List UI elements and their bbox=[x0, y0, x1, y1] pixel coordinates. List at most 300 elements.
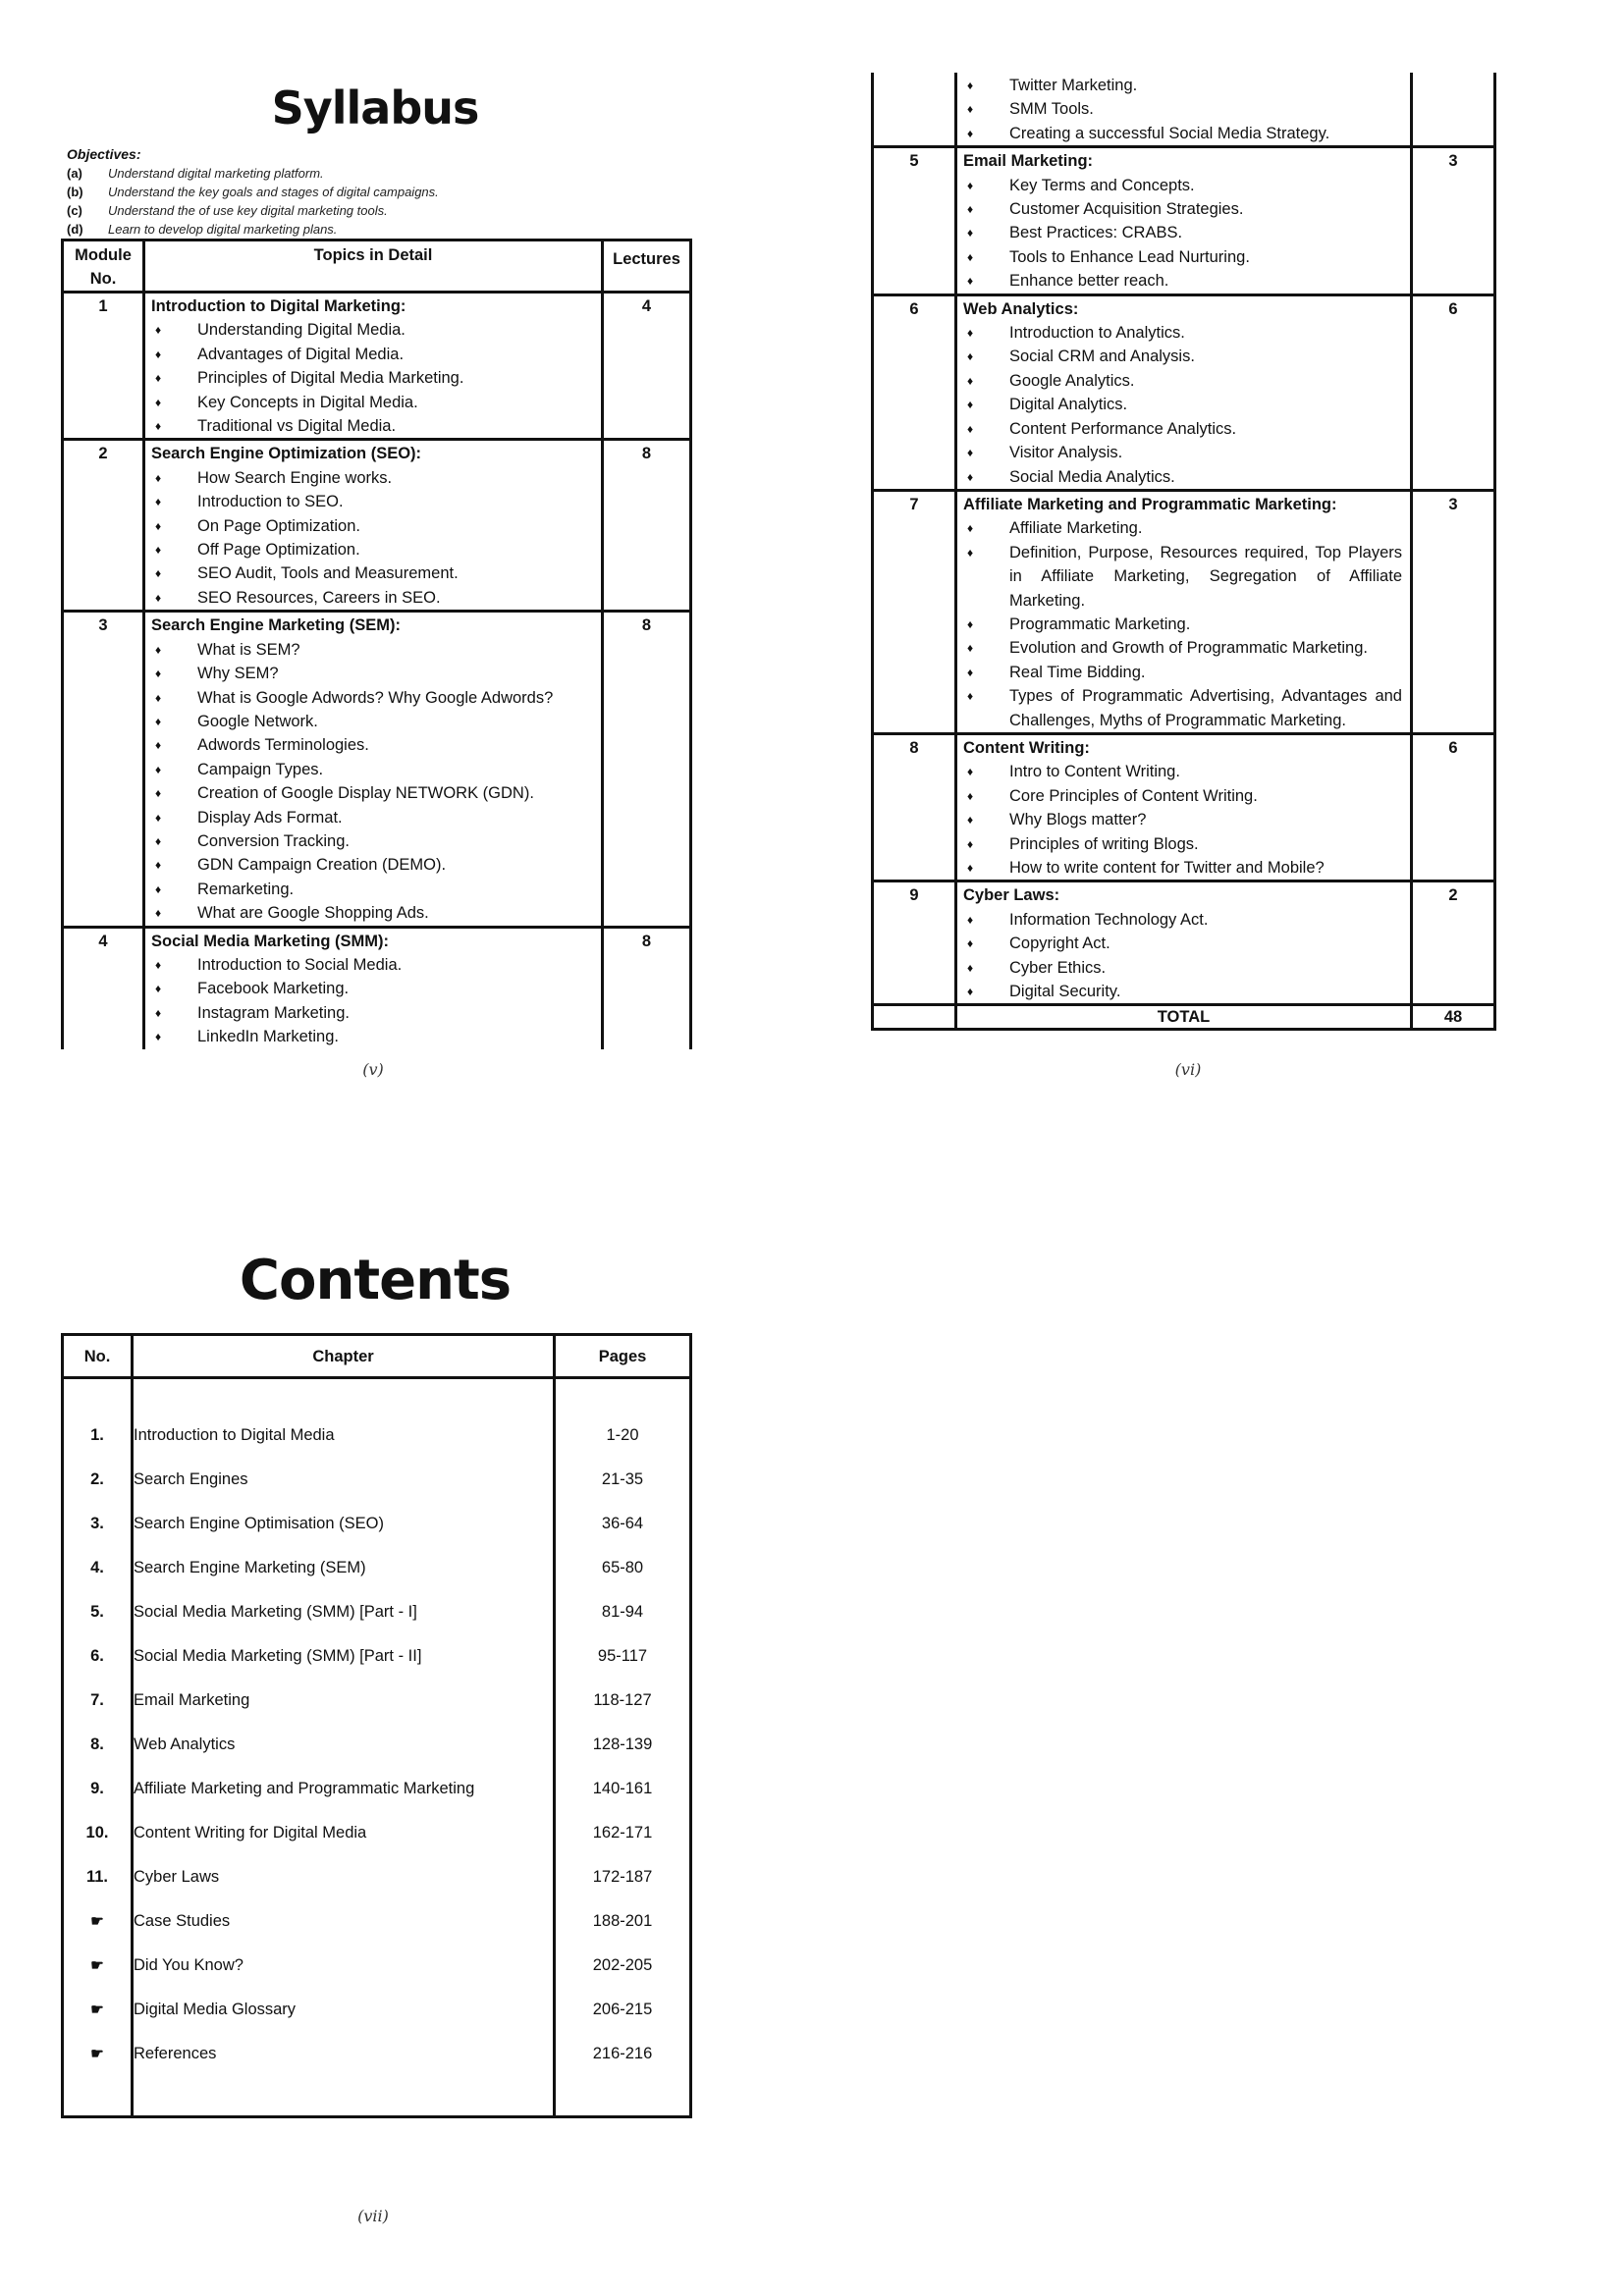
diamond-bullet-icon: ♦ bbox=[967, 469, 974, 484]
chapter-pages: 162-171 bbox=[555, 1811, 691, 1855]
diamond-bullet-icon: ♦ bbox=[967, 616, 974, 631]
contents-row[interactable] bbox=[63, 1414, 691, 1458]
topic-item bbox=[151, 662, 593, 685]
topic-item bbox=[963, 321, 1402, 345]
module-topics-cell bbox=[144, 927, 603, 1049]
topic-item bbox=[963, 174, 1402, 197]
contents-row[interactable] bbox=[63, 1988, 691, 2032]
contents-row[interactable] bbox=[63, 1944, 691, 1988]
diamond-bullet-icon: ♦ bbox=[155, 833, 162, 848]
chapter-pages: 65-80 bbox=[555, 1546, 691, 1590]
diamond-bullet-icon: ♦ bbox=[967, 249, 974, 264]
chapter-number bbox=[63, 1944, 133, 1988]
topic-list bbox=[151, 638, 593, 926]
module-heading: Email Marketing: bbox=[963, 152, 1094, 171]
chapter-title[interactable]: Search Engine Marketing (SEM) bbox=[133, 1546, 555, 1590]
module-number: 8 bbox=[873, 733, 956, 881]
objective-label: (b) bbox=[67, 185, 83, 199]
diamond-bullet-icon: ♦ bbox=[967, 689, 974, 704]
topic-text: Digital Analytics. bbox=[1009, 396, 1128, 414]
topic-text: Google Analytics. bbox=[1009, 371, 1135, 390]
topic-item bbox=[963, 345, 1402, 368]
topic-item bbox=[151, 414, 593, 438]
diamond-bullet-icon: ♦ bbox=[967, 326, 974, 341]
topic-text: Social Media Analytics. bbox=[1009, 467, 1175, 486]
diamond-bullet-icon: ♦ bbox=[155, 810, 162, 825]
topic-item bbox=[963, 980, 1402, 1003]
topic-item bbox=[963, 197, 1402, 221]
chapter-pages: 206-215 bbox=[555, 1988, 691, 2032]
chapter-pages: 202-205 bbox=[555, 1944, 691, 1988]
module-row bbox=[873, 147, 1495, 294]
module-topics-cell bbox=[144, 293, 603, 440]
topic-text: What is Google Adwords? Why Google Adwords? bbox=[197, 688, 554, 707]
objective-item bbox=[67, 220, 439, 239]
chapter-title[interactable]: Introduction to Digital Media bbox=[133, 1414, 555, 1458]
module-lectures-empty bbox=[1412, 73, 1495, 147]
contents-row[interactable] bbox=[63, 1855, 691, 1899]
module-row bbox=[63, 927, 691, 1049]
contents-row[interactable] bbox=[63, 1546, 691, 1590]
module-number: 1 bbox=[63, 293, 144, 440]
diamond-bullet-icon: ♦ bbox=[967, 79, 974, 92]
syllabus-title: Syllabus bbox=[271, 81, 479, 134]
objective-label: (a) bbox=[67, 166, 82, 181]
hand-pointing-icon: ☛ bbox=[90, 1956, 104, 1974]
topic-item bbox=[151, 514, 593, 538]
topics-header: Topics in Detail bbox=[144, 240, 603, 293]
topic-text: Intro to Content Writing. bbox=[1009, 763, 1180, 781]
spacer-cell bbox=[133, 2076, 555, 2117]
objectives-section bbox=[67, 145, 439, 239]
page-number-vi: (vi) bbox=[1174, 1060, 1202, 1079]
page-number-vii: (vii) bbox=[357, 2207, 389, 2225]
contents-row[interactable] bbox=[63, 2032, 691, 2076]
diamond-bullet-icon: ♦ bbox=[967, 765, 974, 779]
objective-label: (c) bbox=[67, 203, 82, 218]
chapter-pages: 1-20 bbox=[555, 1414, 691, 1458]
diamond-bullet-icon: ♦ bbox=[155, 667, 162, 681]
diamond-bullet-icon: ♦ bbox=[967, 912, 974, 927]
topic-text: Facebook Marketing. bbox=[197, 980, 350, 998]
objective-item bbox=[67, 183, 439, 201]
topic-item bbox=[151, 538, 593, 561]
module-heading: Web Analytics: bbox=[963, 299, 1079, 318]
chapter-title[interactable]: Cyber Laws bbox=[133, 1855, 555, 1899]
topic-list bbox=[151, 466, 593, 610]
module-lectures: 8 bbox=[603, 612, 691, 927]
diamond-bullet-icon: ♦ bbox=[967, 665, 974, 679]
topic-text: Social CRM and Analysis. bbox=[1009, 347, 1195, 366]
topic-text: Visitor Analysis. bbox=[1009, 444, 1123, 462]
diamond-bullet-icon: ♦ bbox=[155, 906, 162, 921]
spacer-cell bbox=[63, 1378, 133, 1414]
module-topics-cell bbox=[956, 881, 1412, 1005]
topic-text: Instagram Marketing. bbox=[197, 1003, 350, 1022]
module-number: 9 bbox=[873, 881, 956, 1005]
chapter-number: 11. bbox=[63, 1855, 133, 1899]
diamond-bullet-icon: ♦ bbox=[155, 858, 162, 873]
diamond-bullet-icon: ♦ bbox=[967, 641, 974, 656]
chapter-title[interactable]: Did You Know? bbox=[133, 1944, 555, 1988]
topic-text: Why Blogs matter? bbox=[1009, 811, 1147, 829]
topic-list bbox=[963, 74, 1402, 145]
topic-item bbox=[963, 441, 1402, 464]
syllabus-table-part-1 bbox=[61, 239, 692, 1049]
module-topics-cell bbox=[956, 294, 1412, 490]
spacer-cell bbox=[555, 1378, 691, 1414]
topic-item bbox=[963, 856, 1402, 880]
topic-item bbox=[963, 661, 1402, 684]
diamond-bullet-icon: ♦ bbox=[967, 126, 974, 140]
syllabus-header-row bbox=[63, 240, 691, 293]
syllabus-table-part-2 bbox=[871, 73, 1496, 1031]
chapter-title[interactable]: Search Engine Optimisation (SEO) bbox=[133, 1502, 555, 1546]
chapter-title[interactable]: Content Writing for Digital Media bbox=[133, 1811, 555, 1855]
diamond-bullet-icon: ♦ bbox=[155, 419, 162, 434]
chapter-pages: 172-187 bbox=[555, 1855, 691, 1899]
topic-item bbox=[151, 829, 593, 853]
topic-item bbox=[151, 586, 593, 610]
module-heading: Introduction to Digital Marketing: bbox=[151, 297, 406, 315]
module-lectures: 8 bbox=[603, 927, 691, 1049]
topic-list bbox=[963, 908, 1402, 1004]
topic-text: Copyright Act. bbox=[1009, 934, 1110, 953]
module-lectures: 6 bbox=[1412, 733, 1495, 881]
module-row bbox=[63, 293, 691, 440]
topic-text: How to write content for Twitter and Mobile? bbox=[1009, 859, 1325, 877]
topic-item bbox=[963, 74, 1402, 97]
topic-list bbox=[151, 318, 593, 438]
chapter-title[interactable]: Email Marketing bbox=[133, 1679, 555, 1723]
module-topics-cell bbox=[956, 490, 1412, 733]
diamond-bullet-icon: ♦ bbox=[155, 714, 162, 728]
topic-item bbox=[963, 393, 1402, 416]
topic-text: Affiliate Marketing. bbox=[1009, 519, 1143, 538]
topic-item bbox=[151, 1001, 593, 1025]
topic-text: Conversion Tracking. bbox=[197, 831, 350, 850]
topic-item bbox=[151, 781, 593, 805]
topic-text: Content Performance Analytics. bbox=[1009, 419, 1237, 438]
topic-item bbox=[151, 878, 593, 901]
hand-pointing-icon: ☛ bbox=[90, 1912, 104, 1930]
topic-text: Creation of Google Display NETWORK (GDN). bbox=[197, 784, 534, 803]
chapter-number: 4. bbox=[63, 1546, 133, 1590]
spacer-cell bbox=[133, 1378, 555, 1414]
contents-table bbox=[61, 1333, 692, 2118]
topic-text: Customer Acquisition Strategies. bbox=[1009, 200, 1244, 219]
no-header: No. bbox=[63, 1335, 133, 1378]
chapter-title[interactable]: Case Studies bbox=[133, 1899, 555, 1944]
topic-text: Why SEM? bbox=[197, 665, 279, 683]
topic-text: Understanding Digital Media. bbox=[197, 321, 406, 340]
topic-item bbox=[963, 245, 1402, 269]
topic-item bbox=[151, 953, 593, 977]
diamond-bullet-icon: ♦ bbox=[967, 349, 974, 364]
topic-item bbox=[963, 516, 1402, 540]
contents-row[interactable] bbox=[63, 1767, 691, 1811]
topic-text: Programmatic Marketing. bbox=[1009, 614, 1191, 633]
module-topics-cell bbox=[956, 733, 1412, 881]
topic-text: Adwords Terminologies. bbox=[197, 736, 369, 755]
diamond-bullet-icon: ♦ bbox=[155, 323, 162, 338]
diamond-bullet-icon: ♦ bbox=[155, 347, 162, 361]
topic-item bbox=[963, 636, 1402, 660]
chapter-pages: 140-161 bbox=[555, 1767, 691, 1811]
topic-text: LinkedIn Marketing. bbox=[197, 1028, 339, 1046]
diamond-bullet-icon: ♦ bbox=[967, 373, 974, 388]
total-lectures: 48 bbox=[1412, 1005, 1495, 1030]
diamond-bullet-icon: ♦ bbox=[967, 202, 974, 217]
chapter-pages: 95-117 bbox=[555, 1634, 691, 1679]
contents-row[interactable] bbox=[63, 1899, 691, 1944]
diamond-bullet-icon: ♦ bbox=[967, 446, 974, 460]
chapter-title[interactable]: Affiliate Marketing and Programmatic Marketing bbox=[133, 1767, 555, 1811]
chapter-title[interactable]: Social Media Marketing (SMM) [Part - I] bbox=[133, 1590, 555, 1634]
module-number: 6 bbox=[873, 294, 956, 490]
chapter-number: 2. bbox=[63, 1458, 133, 1502]
module-number: 4 bbox=[63, 927, 144, 1049]
topic-item bbox=[151, 806, 593, 829]
topic-item bbox=[963, 97, 1402, 121]
topic-text: Creating a successful Social Media Strategy. bbox=[1009, 124, 1330, 142]
spacer-cell bbox=[63, 2076, 133, 2117]
topic-text: Tools to Enhance Lead Nurturing. bbox=[1009, 247, 1250, 266]
spacer-cell bbox=[555, 2076, 691, 2117]
objective-text: Understand the of use key digital marketing tools. bbox=[108, 203, 388, 218]
diamond-bullet-icon: ♦ bbox=[967, 936, 974, 951]
topic-text: Display Ads Format. bbox=[197, 808, 343, 827]
module-row bbox=[63, 612, 691, 927]
diamond-bullet-icon: ♦ bbox=[155, 1030, 162, 1044]
module-row bbox=[873, 881, 1495, 1005]
diamond-bullet-icon: ♦ bbox=[967, 178, 974, 192]
topic-item bbox=[151, 391, 593, 414]
topic-item bbox=[963, 684, 1402, 732]
module-number: 7 bbox=[873, 490, 956, 733]
module-row bbox=[873, 294, 1495, 490]
diamond-bullet-icon: ♦ bbox=[155, 738, 162, 753]
topic-text: What are Google Shopping Ads. bbox=[197, 904, 429, 923]
module-heading: Affiliate Marketing and Programmatic Marketing: bbox=[963, 495, 1337, 513]
module-topics-cell bbox=[956, 73, 1412, 147]
diamond-bullet-icon: ♦ bbox=[967, 960, 974, 975]
diamond-bullet-icon: ♦ bbox=[967, 545, 974, 560]
topic-item bbox=[151, 686, 593, 710]
diamond-bullet-icon: ♦ bbox=[155, 690, 162, 705]
topic-text: Remarketing. bbox=[197, 880, 295, 898]
diamond-bullet-icon: ♦ bbox=[155, 982, 162, 996]
objective-item bbox=[67, 201, 439, 220]
chapter-title[interactable]: Web Analytics bbox=[133, 1723, 555, 1767]
topic-item bbox=[151, 853, 593, 877]
chapter-number: 8. bbox=[63, 1723, 133, 1767]
module-lectures: 2 bbox=[1412, 881, 1495, 1005]
module-row bbox=[873, 733, 1495, 881]
topic-list bbox=[963, 516, 1402, 732]
diamond-bullet-icon: ♦ bbox=[967, 788, 974, 803]
topic-text: Digital Security. bbox=[1009, 983, 1121, 1001]
topic-item bbox=[963, 832, 1402, 856]
module-number-empty bbox=[873, 73, 956, 147]
topic-item bbox=[151, 318, 593, 342]
chapter-pages: 36-64 bbox=[555, 1502, 691, 1546]
topic-item bbox=[963, 369, 1402, 393]
objective-label: (d) bbox=[67, 222, 83, 237]
objective-text: Learn to develop digital marketing plans. bbox=[108, 222, 338, 237]
topic-text: What is SEM? bbox=[197, 640, 300, 659]
topic-item bbox=[963, 908, 1402, 932]
diamond-bullet-icon: ♦ bbox=[155, 566, 162, 581]
module-lectures: 3 bbox=[1412, 147, 1495, 294]
diamond-bullet-icon: ♦ bbox=[155, 543, 162, 558]
diamond-bullet-icon: ♦ bbox=[967, 836, 974, 851]
module-heading: Content Writing: bbox=[963, 738, 1090, 757]
lectures-header: Lectures bbox=[603, 240, 691, 293]
module-heading: Social Media Marketing (SMM): bbox=[151, 932, 390, 950]
topic-text: Introduction to Social Media. bbox=[197, 955, 403, 974]
topic-list bbox=[963, 321, 1402, 489]
chapter-pages: 128-139 bbox=[555, 1723, 691, 1767]
diamond-bullet-icon: ♦ bbox=[967, 102, 974, 117]
diamond-bullet-icon: ♦ bbox=[155, 642, 162, 657]
topic-item bbox=[151, 977, 593, 1000]
contents-row[interactable] bbox=[63, 1458, 691, 1502]
topic-list bbox=[963, 174, 1402, 294]
topic-item bbox=[963, 784, 1402, 808]
module-topics-cell bbox=[144, 612, 603, 927]
topic-text: Types of Programmatic Advertising, Advantages and Challenges, Myths of Programmatic Marketing. bbox=[1009, 687, 1402, 729]
chapter-title[interactable]: Social Media Marketing (SMM) [Part - II] bbox=[133, 1634, 555, 1679]
topic-text: Traditional vs Digital Media. bbox=[197, 417, 397, 436]
topic-item bbox=[963, 956, 1402, 980]
topic-list bbox=[151, 953, 593, 1049]
topic-item bbox=[963, 541, 1402, 613]
chapter-title[interactable]: References bbox=[133, 2032, 555, 2076]
diamond-bullet-icon: ♦ bbox=[155, 762, 162, 776]
diamond-bullet-icon: ♦ bbox=[967, 985, 974, 999]
topic-item bbox=[963, 613, 1402, 636]
module-number: 5 bbox=[873, 147, 956, 294]
topic-text: Advantages of Digital Media. bbox=[197, 345, 405, 363]
diamond-bullet-icon: ♦ bbox=[155, 881, 162, 896]
chapter-number: 5. bbox=[63, 1590, 133, 1634]
pages-header: Pages bbox=[555, 1335, 691, 1378]
diamond-bullet-icon: ♦ bbox=[155, 786, 162, 801]
chapter-title[interactable]: Search Engines bbox=[133, 1458, 555, 1502]
topic-item bbox=[963, 269, 1402, 293]
diamond-bullet-icon: ♦ bbox=[155, 371, 162, 386]
topic-item bbox=[151, 901, 593, 925]
chapter-number: 1. bbox=[63, 1414, 133, 1458]
topic-text: On Page Optimization. bbox=[197, 516, 360, 535]
topic-text: SEO Audit, Tools and Measurement. bbox=[197, 564, 459, 583]
topic-text: Off Page Optimization. bbox=[197, 541, 360, 560]
module-lectures: 6 bbox=[1412, 294, 1495, 490]
topic-text: Campaign Types. bbox=[197, 760, 324, 778]
topic-item bbox=[151, 490, 593, 513]
topic-item bbox=[963, 760, 1402, 783]
contents-row[interactable] bbox=[63, 1811, 691, 1855]
topic-text: Key Concepts in Digital Media. bbox=[197, 393, 418, 411]
module-row bbox=[63, 440, 691, 612]
topic-text: Introduction to Analytics. bbox=[1009, 324, 1185, 343]
diamond-bullet-icon: ♦ bbox=[155, 495, 162, 509]
module-heading: Search Engine Marketing (SEM): bbox=[151, 616, 401, 635]
module-topics-cell bbox=[956, 147, 1412, 294]
topic-item bbox=[151, 1025, 593, 1048]
objective-item bbox=[67, 164, 439, 183]
diamond-bullet-icon: ♦ bbox=[155, 957, 162, 972]
topic-text: GDN Campaign Creation (DEMO). bbox=[197, 856, 447, 875]
topic-item bbox=[963, 932, 1402, 955]
contents-row[interactable] bbox=[63, 1634, 691, 1679]
topic-item bbox=[151, 638, 593, 662]
objective-text: Understand the key goals and stages of digital campaigns. bbox=[108, 185, 439, 199]
topic-text: Information Technology Act. bbox=[1009, 910, 1209, 929]
contents-row[interactable] bbox=[63, 1679, 691, 1723]
diamond-bullet-icon: ♦ bbox=[967, 521, 974, 536]
contents-row[interactable] bbox=[63, 1502, 691, 1546]
topic-item bbox=[151, 366, 593, 390]
chapter-title[interactable]: Digital Media Glossary bbox=[133, 1988, 555, 2032]
topic-text: Cyber Ethics. bbox=[1009, 958, 1107, 977]
chapter-pages: 118-127 bbox=[555, 1679, 691, 1723]
topic-text: Enhance better reach. bbox=[1009, 272, 1169, 291]
chapter-pages: 21-35 bbox=[555, 1458, 691, 1502]
topic-text: Principles of writing Blogs. bbox=[1009, 834, 1199, 853]
chapter-number: 10. bbox=[63, 1811, 133, 1855]
chapter-pages: 216-216 bbox=[555, 2032, 691, 2076]
module-heading: Search Engine Optimization (SEO): bbox=[151, 445, 422, 463]
chapter-number: 7. bbox=[63, 1679, 133, 1723]
topic-text: Real Time Bidding. bbox=[1009, 663, 1146, 681]
contents-header-row bbox=[63, 1335, 691, 1378]
hand-pointing-icon: ☛ bbox=[90, 2045, 104, 2062]
module-number: 3 bbox=[63, 612, 144, 927]
topic-item bbox=[963, 417, 1402, 441]
chapter-number: 6. bbox=[63, 1634, 133, 1679]
chapter-number bbox=[63, 2032, 133, 2076]
diamond-bullet-icon: ♦ bbox=[967, 421, 974, 436]
module-no-header: Module No. bbox=[63, 240, 144, 293]
diamond-bullet-icon: ♦ bbox=[967, 861, 974, 875]
page-number-v: (v) bbox=[362, 1060, 384, 1079]
topic-item bbox=[963, 122, 1402, 145]
module-lectures: 8 bbox=[603, 440, 691, 612]
objectives-heading: Objectives: bbox=[67, 146, 141, 162]
topic-text: How Search Engine works. bbox=[197, 468, 393, 487]
module-lectures: 3 bbox=[1412, 490, 1495, 733]
diamond-bullet-icon: ♦ bbox=[155, 590, 162, 605]
total-label: TOTAL bbox=[956, 1005, 1412, 1030]
chapter-number bbox=[63, 1899, 133, 1944]
topic-text: Key Terms and Concepts. bbox=[1009, 176, 1195, 194]
diamond-bullet-icon: ♦ bbox=[155, 518, 162, 533]
contents-row[interactable] bbox=[63, 1590, 691, 1634]
chapter-number: 9. bbox=[63, 1767, 133, 1811]
topic-item bbox=[151, 561, 593, 585]
total-empty-cell bbox=[873, 1005, 956, 1030]
topic-text: Core Principles of Content Writing. bbox=[1009, 786, 1258, 805]
topic-text: Definition, Purpose, Resources required, Top Players in Affiliate Marketing, Segregation of Affiliate Marketing. bbox=[1009, 543, 1402, 610]
topic-item bbox=[963, 221, 1402, 244]
chapter-number: 3. bbox=[63, 1502, 133, 1546]
diamond-bullet-icon: ♦ bbox=[967, 274, 974, 289]
contents-row[interactable] bbox=[63, 1723, 691, 1767]
contents-spacer-row bbox=[63, 1378, 691, 1414]
objectives-list bbox=[67, 164, 439, 239]
